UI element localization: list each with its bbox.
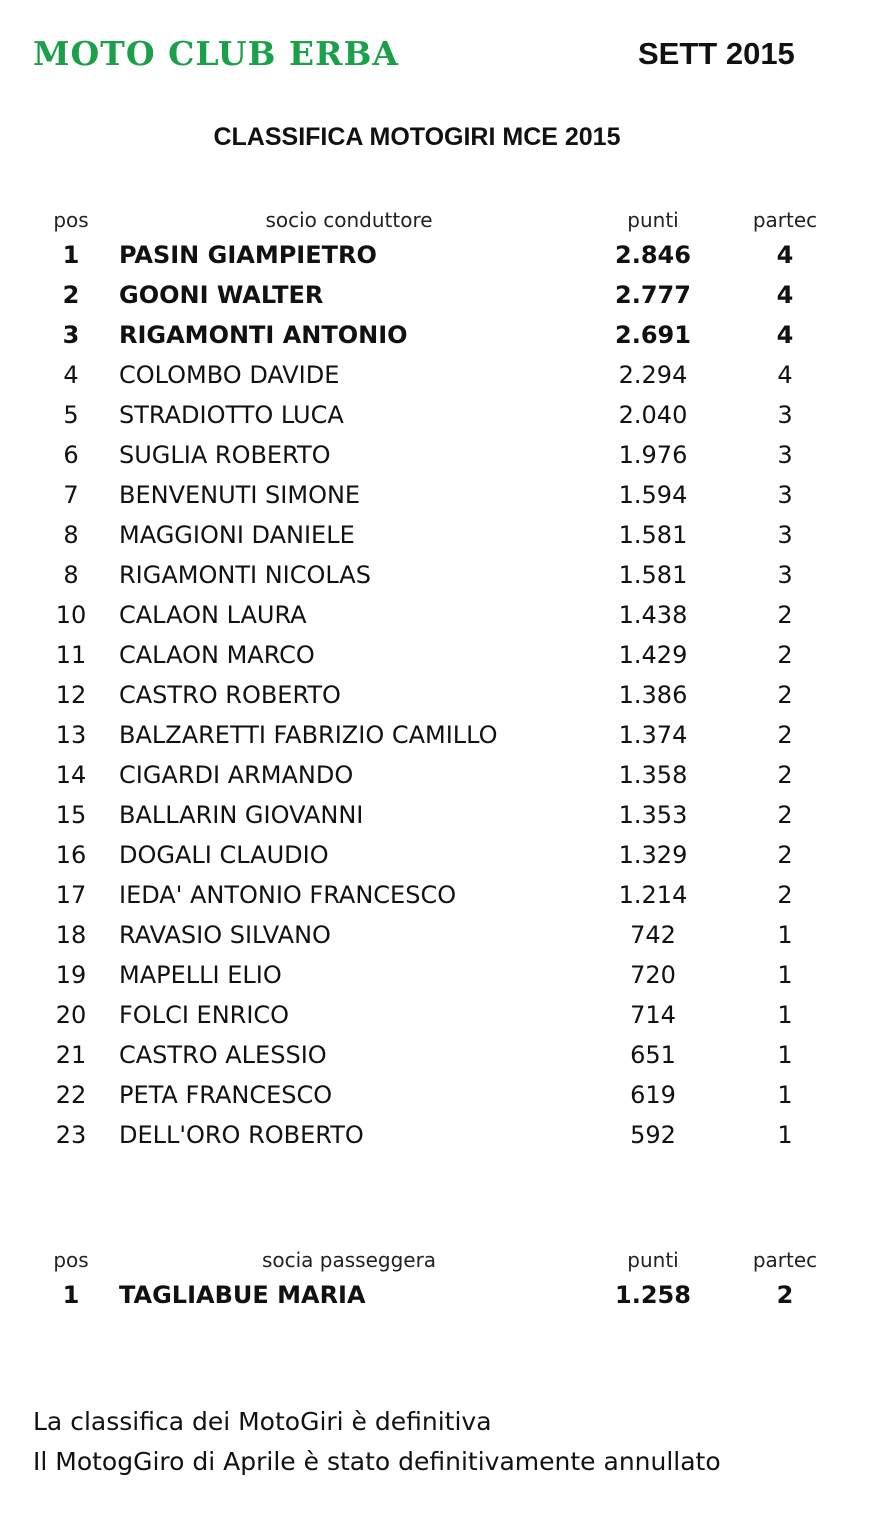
pos-cell: 18 [55,921,87,949]
table-row [0,555,870,595]
table-row [0,715,870,755]
name-cell: MAPELLI ELIO [119,961,282,989]
table-row [0,1075,870,1115]
name-cell: SUGLIA ROBERTO [119,441,331,469]
name-cell: DOGALI CLAUDIO [119,841,329,869]
part-cell: 2 [777,841,793,869]
pos-cell: 15 [55,801,87,829]
pos-cell: 22 [55,1081,87,1109]
name-cell: CASTRO ALESSIO [119,1041,327,1069]
pos-cell: 6 [63,441,79,469]
points-cell: 1.581 [618,521,688,549]
table-row [0,395,870,435]
name-cell: FOLCI ENRICO [119,1001,290,1029]
name-cell: CALAON MARCO [119,641,315,669]
name-cell: BALZARETTI FABRIZIO CAMILLO [119,721,498,749]
date-label: SETT 2015 [638,36,795,71]
col-name-header: socia passeggera [261,1248,437,1272]
name-cell: PETA FRANCESCO [119,1081,333,1109]
table-row [0,875,870,915]
table-row [0,1035,870,1075]
pos-cell: 7 [63,481,79,509]
part-cell: 4 [777,361,793,389]
part-cell: 2 [777,641,793,669]
points-cell: 714 [630,1001,676,1029]
name-cell: CIGARDI ARMANDO [119,761,354,789]
pos-cell: 4 [63,361,79,389]
pos-cell: 23 [55,1121,87,1149]
name-cell: COLOMBO DAVIDE [119,361,340,389]
part-cell: 2 [777,881,793,909]
pos-cell: 8 [63,561,79,589]
col-part-header: partec [752,1248,818,1272]
points-cell: 1.329 [618,841,688,869]
table-row [0,915,870,955]
name-cell: GOONI WALTER [119,281,324,309]
table-row [0,315,870,355]
part-cell: 2 [776,1281,794,1309]
points-cell: 651 [630,1041,676,1069]
pos-cell: 3 [62,321,80,349]
points-cell: 1.214 [618,881,688,909]
name-cell: CASTRO ROBERTO [119,681,341,709]
table-header [0,205,870,235]
points-cell: 2.294 [618,361,688,389]
points-cell: 1.374 [618,721,688,749]
pos-cell: 11 [55,641,87,669]
points-cell: 1.581 [618,561,688,589]
part-cell: 1 [777,1081,793,1109]
part-cell: 3 [777,441,793,469]
club-name: MOTO CLUB ERBA [33,34,399,73]
table-row [0,1275,870,1315]
pos-cell: 17 [55,881,87,909]
pos-cell: 16 [55,841,87,869]
points-cell: 1.386 [618,681,688,709]
pos-cell: 1 [62,241,80,269]
pos-cell: 8 [63,521,79,549]
table-row [0,235,870,275]
part-cell: 2 [777,721,793,749]
name-cell: CALAON LAURA [119,601,307,629]
col-points-header: punti [627,208,679,232]
note-final: La classifica dei MotoGiri è definitiva [33,1407,492,1436]
name-cell: MAGGIONI DANIELE [119,521,355,549]
name-cell: TAGLIABUE MARIA [119,1281,366,1309]
name-cell: PASIN GIAMPIETRO [119,241,377,269]
name-cell: RIGAMONTI NICOLAS [119,561,371,589]
name-cell: IEDA' ANTONIO FRANCESCO [119,881,457,909]
part-cell: 1 [777,1001,793,1029]
notes [33,1402,721,1482]
points-cell: 2.040 [618,401,688,429]
col-part-header: partec [752,208,818,232]
table-row [0,355,870,395]
points-cell: 1.976 [618,441,688,469]
pos-cell: 12 [55,681,87,709]
table-header [0,1245,870,1275]
part-cell: 1 [777,961,793,989]
points-cell: 2.691 [615,321,691,349]
points-cell: 592 [630,1121,676,1149]
part-cell: 4 [776,321,794,349]
part-cell: 3 [777,561,793,589]
table-row [0,835,870,875]
points-cell: 619 [630,1081,676,1109]
name-cell: RIGAMONTI ANTONIO [119,321,408,349]
points-cell: 1.429 [618,641,688,669]
part-cell: 2 [777,801,793,829]
part-cell: 2 [777,761,793,789]
note-cancelled: Il MotogGiro di Aprile è stato definitivamente annullato [33,1447,721,1476]
drivers-table [0,205,870,1155]
points-cell: 742 [630,921,676,949]
points-cell: 1.358 [618,761,688,789]
col-points-header: punti [627,1248,679,1272]
part-cell: 2 [777,601,793,629]
pos-cell: 14 [55,761,87,789]
part-cell: 1 [777,1121,793,1149]
part-cell: 2 [777,681,793,709]
name-cell: BALLARIN GIOVANNI [119,801,364,829]
table-row [0,475,870,515]
table-row [0,795,870,835]
col-name-header: socio conduttore [265,208,433,232]
table-row [0,955,870,995]
pos-cell: 21 [55,1041,87,1069]
pos-cell: 5 [63,401,79,429]
pos-cell: 20 [55,1001,87,1029]
points-cell: 1.258 [615,1281,691,1309]
name-cell: BENVENUTI SIMONE [119,481,361,509]
pos-cell: 10 [55,601,87,629]
table-row [0,675,870,715]
part-cell: 1 [777,1041,793,1069]
part-cell: 3 [777,481,793,509]
name-cell: DELL'ORO ROBERTO [119,1121,364,1149]
part-cell: 3 [777,401,793,429]
points-cell: 1.353 [618,801,688,829]
points-cell: 720 [630,961,676,989]
pos-cell: 19 [55,961,87,989]
pos-cell: 1 [62,1281,80,1309]
table-row [0,595,870,635]
table-row [0,635,870,675]
part-cell: 3 [777,521,793,549]
name-cell: RAVASIO SILVANO [119,921,331,949]
table-row [0,275,870,315]
table-row [0,435,870,475]
part-cell: 4 [776,281,794,309]
part-cell: 1 [777,921,793,949]
table-row [0,755,870,795]
points-cell: 2.777 [615,281,691,309]
table-row [0,995,870,1035]
pos-cell: 2 [62,281,80,309]
col-pos-header: pos [53,208,89,232]
table-row [0,515,870,555]
points-cell: 2.846 [615,241,691,269]
col-pos-header: pos [53,1248,89,1272]
pos-cell: 13 [55,721,87,749]
page-title: CLASSIFICA MOTOGIRI MCE 2015 [213,123,621,151]
points-cell: 1.594 [618,481,688,509]
passengers-table [0,1245,870,1315]
table-row [0,1115,870,1155]
name-cell: STRADIOTTO LUCA [119,401,344,429]
part-cell: 4 [776,241,794,269]
points-cell: 1.438 [618,601,688,629]
